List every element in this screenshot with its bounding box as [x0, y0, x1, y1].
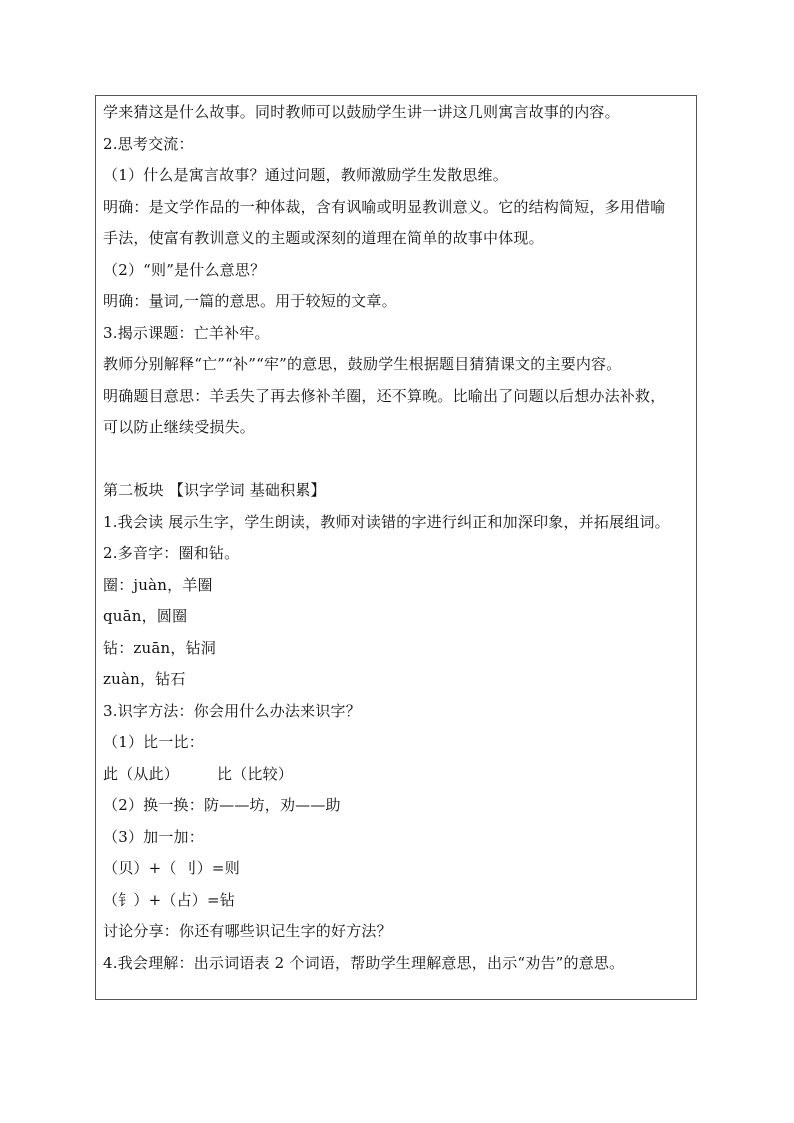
compare-left: 此（从此）: [103, 764, 180, 783]
text-line: 3.识字方法：你会用什么办法来识字？: [103, 701, 361, 720]
text-line: （2）“则”是什么意思？: [103, 260, 266, 279]
text-line: zuàn，钻石: [103, 670, 186, 688]
text-line: 钻：zuān，钻洞: [103, 638, 216, 657]
text-line: 讨论分享：你还有哪些识记生字的好方法？: [103, 922, 392, 940]
text-line: 1.我会读 展示生字，学生朗读，教师对读错的字进行纠正和加深印象，并拓展组词。: [103, 512, 670, 531]
text-line: （3）加一加：: [103, 827, 204, 846]
section-heading: 第二板块 【识字学词 基础积累】: [103, 481, 326, 499]
text-line: 明确题目意思：羊丢失了再去修补羊圈，还不算晚。比喻出了问题以后想办法补救，: [103, 386, 666, 405]
text-line: 3.揭示课题：亡羊补牢。: [103, 323, 270, 342]
text-line: 手法，使富有教训意义的主题或深刻的道理在简单的故事中体现。: [103, 229, 544, 247]
blank-line: [103, 444, 697, 476]
text-line: 明确：量词,一篇的意思。用于较短的文章。: [103, 292, 397, 310]
lesson-plan-content: [103, 97, 697, 979]
text-line: 可以防止继续受损失。: [103, 418, 256, 436]
text-line: 2.思考交流：: [103, 134, 194, 153]
text-line: 2.多音字：圈和钻。: [103, 544, 240, 562]
compare-line: [103, 759, 697, 791]
text-line: （1）什么是寓言故事？通过问题，教师激励学生发散思维。: [103, 166, 508, 184]
text-line: 4.我会理解：出示词语表 2 个词语，帮助学生理解意思，出示“劝告”的意思。: [103, 953, 625, 972]
text-line: （1）比一比：: [103, 733, 204, 751]
text-line: （贝）+（ 刂）=则: [103, 859, 240, 877]
text-line: （2）换一换：防——坊，劝——助: [103, 796, 341, 814]
text-line: 学来猜这是什么故事。同时教师可以鼓励学生讲一讲这几则寓言故事的内容。: [103, 103, 620, 121]
compare-right: 比（比较）: [217, 764, 294, 783]
text-line: quān，圆圈: [103, 607, 188, 625]
text-line: 圈：juàn，羊圈: [103, 575, 213, 594]
text-line: 明确：是文学作品的一种体裁，含有讽喻或明显教训意义。它的结构简短，多用借喻: [103, 197, 666, 216]
text-line: （钅）+（占）=钻: [103, 890, 235, 909]
text-line: 教师分别解释“亡”“补”“牢”的意思，鼓励学生根据题目猜猜课文的主要内容。: [103, 355, 622, 373]
